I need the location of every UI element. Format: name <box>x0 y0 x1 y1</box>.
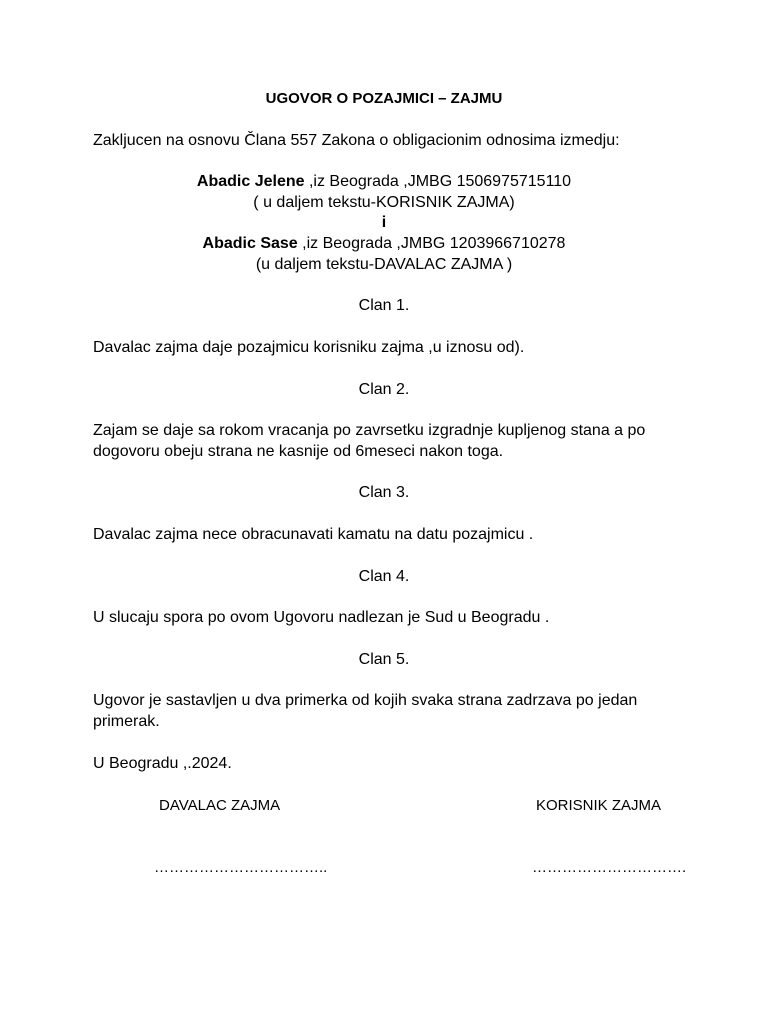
article-2-heading: Clan 2. <box>358 381 410 398</box>
conjunction: i <box>381 214 387 231</box>
article-4-text: U slucaju spora po ovom Ugovoru nadlezan je Sud u Beogradu . <box>93 609 550 626</box>
article-5-text-line2: primerak. <box>93 713 160 730</box>
party2-name: Abadic Sase <box>202 235 298 252</box>
intro-paragraph: Zakljucen na osnovu Člana 557 Zakona o obligacionim odnosima izmedju: <box>93 132 620 149</box>
article-2-text-line1: Zajam se daje sa rokom vracanja po zavrsetku izgradnje kupljenog stana a po <box>93 422 646 439</box>
article-3-text: Davalac zajma nece obracunavati kamatu na datu pozajmicu . <box>93 526 534 543</box>
lender-signature-line: …………………………….. <box>154 859 328 876</box>
party1-name: Abadic Jelene <box>196 173 305 190</box>
party2-details: ,iz Beograda ,JMBG 1203966710278 <box>297 235 566 252</box>
party2-role: (u daljem tekstu-DAVALAC ZAJMA ) <box>255 256 513 273</box>
article-4-heading: Clan 4. <box>358 568 410 585</box>
party1-line <box>0 172 768 192</box>
party1-role: ( u daljem tekstu-KORISNIK ZAJMA) <box>253 194 515 211</box>
article-1-heading: Clan 1. <box>358 297 410 314</box>
party2-line <box>0 234 768 254</box>
place-date: U Beogradu ,.2024. <box>93 755 232 772</box>
article-1-text: Davalac zajma daje pozajmicu korisniku zajma ,u iznosu od). <box>93 339 525 356</box>
article-3-heading: Clan 3. <box>358 484 410 501</box>
document-title: UGOVOR O POZAJMICI – ZAJMU <box>265 90 503 107</box>
article-5-heading: Clan 5. <box>358 651 410 668</box>
borrower-signature-label: KORISNIK ZAJMA <box>536 797 662 814</box>
borrower-signature-line: …………………………. <box>532 859 687 876</box>
article-5-text-line1: Ugovor je sastavljen u dva primerka od kojih svaka strana zadrzava po jedan <box>93 692 638 709</box>
party1-details: ,iz Beograda ,JMBG 1506975715110 <box>304 173 572 190</box>
lender-signature-label: DAVALAC ZAJMA <box>159 797 281 814</box>
article-2-text-line2: dogovoru obeju strana ne kasnije od 6meseci nakon toga. <box>93 443 504 460</box>
